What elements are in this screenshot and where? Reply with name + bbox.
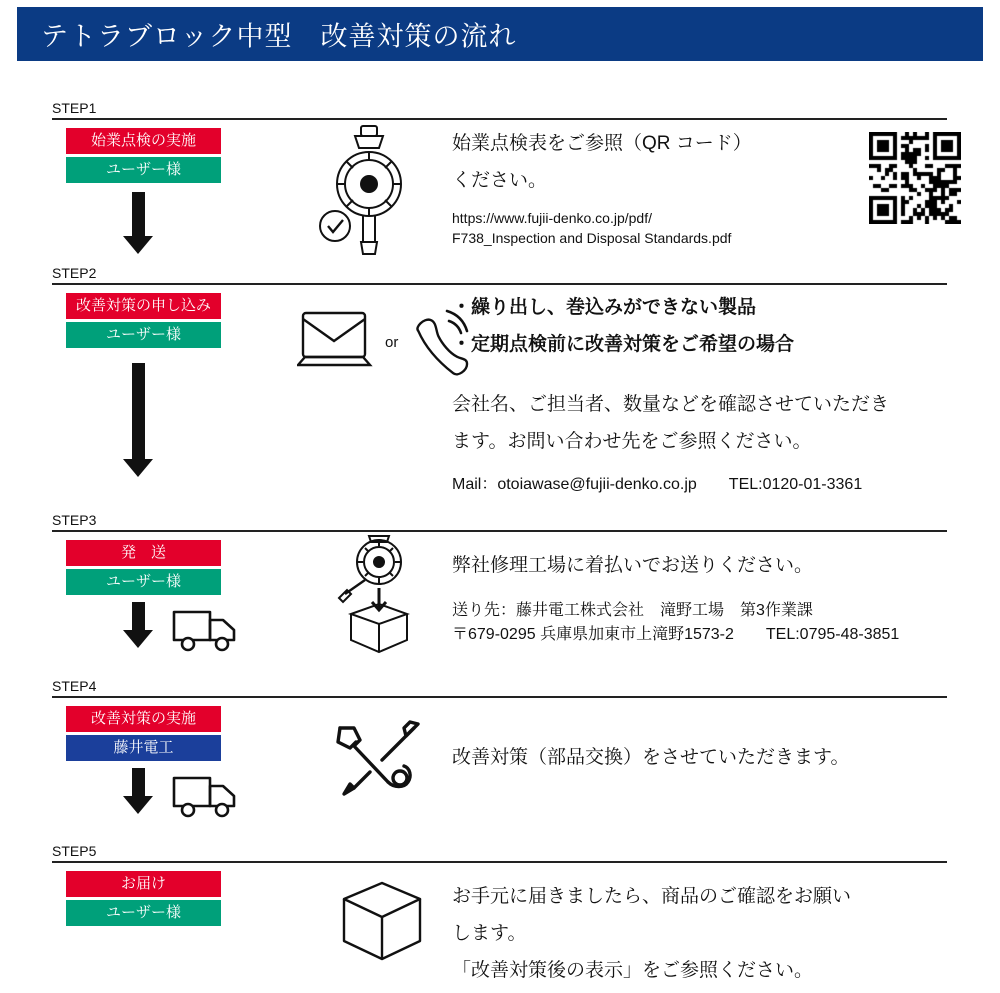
package-icon bbox=[332, 877, 432, 972]
header-bar bbox=[17, 7, 983, 61]
step-5-line-3: 「改善対策後の表示」をご参照ください。 bbox=[452, 960, 814, 981]
step-3-label: STEP3 bbox=[52, 512, 97, 528]
step-3-address-2: 〒679-0295 兵庫県加東市上滝野1573-2 TEL:0795-48-3851 bbox=[452, 626, 900, 643]
truck-icon bbox=[170, 770, 240, 825]
step-2 bbox=[52, 265, 947, 500]
step-1 bbox=[52, 100, 947, 270]
step-1-url-line-2[interactable]: F738_Inspection and Disposal Standards.pdf bbox=[452, 230, 732, 246]
badge-apply: 改善対策の申し込み bbox=[66, 293, 221, 319]
badge-user: ユーザー様 bbox=[66, 569, 221, 595]
badge-delivery: お届け bbox=[66, 871, 221, 897]
step-5-line-2: します。 bbox=[452, 923, 527, 944]
step-3 bbox=[52, 512, 947, 682]
step-1-url-line-1[interactable]: https://www.fujii-denko.co.jp/pdf/ bbox=[452, 210, 652, 226]
badge-company: 藤井電工 bbox=[66, 735, 221, 761]
step-3-badges bbox=[66, 540, 221, 598]
badge-user: ユーザー様 bbox=[66, 900, 221, 926]
qr-code bbox=[869, 132, 961, 224]
step-3-line-1: 弊社修理工場に着払いでお送りください。 bbox=[452, 555, 814, 576]
step-5-badges bbox=[66, 871, 221, 929]
step-1-label: STEP1 bbox=[52, 100, 97, 116]
block-inspection-icon bbox=[317, 122, 437, 262]
badge-user: ユーザー様 bbox=[66, 322, 221, 348]
pack-in-box-icon bbox=[317, 532, 442, 662]
truck-icon bbox=[170, 604, 240, 659]
step-1-line-1: 始業点検表をご参照（QR コード） bbox=[452, 133, 752, 154]
step-2-text bbox=[452, 291, 992, 497]
step-2-bullet-2: ・定期点検前に改善対策をご希望の場合 bbox=[452, 334, 795, 355]
badge-repair: 改善対策の実施 bbox=[66, 706, 221, 732]
badge-ship: 発 送 bbox=[66, 540, 221, 566]
step-4-label: STEP4 bbox=[52, 678, 97, 694]
step-2-line-2: ます。お問い合わせ先をご参照ください。 bbox=[452, 431, 812, 452]
step-2-label: STEP2 bbox=[52, 265, 97, 281]
step-3-address-1: 送り先：藤井電工株式会社 滝野工場 第3作業課 bbox=[452, 602, 813, 619]
step-5-label: STEP5 bbox=[52, 843, 97, 859]
tools-icon bbox=[330, 720, 425, 805]
or-text: or bbox=[385, 334, 399, 351]
badge-inspection: 始業点検の実施 bbox=[66, 128, 221, 154]
step-2-contact[interactable]: Mail：otoiawase@fujii-denko.co.jp TEL:0120-01-3361 bbox=[452, 476, 863, 493]
step-2-bullet-1: ・繰り出し、巻込みができない製品 bbox=[452, 297, 757, 318]
step-4-text bbox=[452, 742, 992, 773]
step-5-text bbox=[452, 881, 992, 986]
mail-or-phone-icon bbox=[297, 307, 472, 387]
step-3-text bbox=[452, 550, 992, 647]
step-2-badges bbox=[66, 293, 221, 351]
step-1-badges bbox=[66, 128, 221, 186]
step-1-line-2: ください。 bbox=[452, 170, 548, 191]
step-5 bbox=[52, 843, 947, 993]
page-title: テトラブロック中型 改善対策の流れ bbox=[41, 21, 517, 52]
step-2-line-1: 会社名、ご担当者、数量などを確認させていただき bbox=[452, 394, 890, 415]
step-4 bbox=[52, 678, 947, 846]
step-5-line-1: お手元に届きましたら、商品のご確認をお願い bbox=[452, 886, 852, 907]
step-4-line-1: 改善対策（部品交換）をさせていただきます。 bbox=[452, 747, 850, 768]
badge-user: ユーザー様 bbox=[66, 157, 221, 183]
step-4-badges bbox=[66, 706, 221, 764]
